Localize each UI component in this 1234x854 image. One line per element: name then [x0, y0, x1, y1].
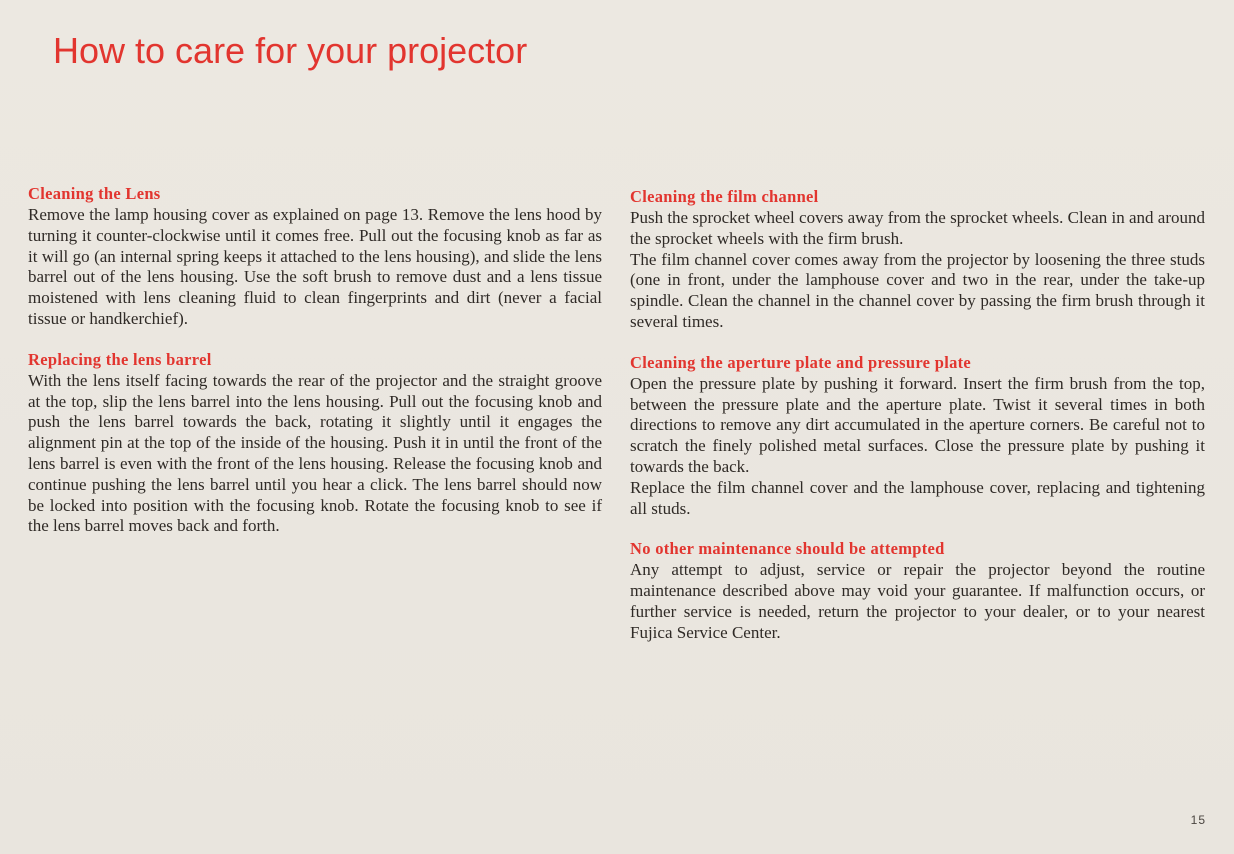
- section-cleaning-film-channel: [630, 186, 1205, 333]
- section-paragraph: Open the pressure plate by pushing it forward. Insert the firm brush from the top, between the pressure plate and the aperture plate. Twist it several times in both directions to remove any dirt accumulated in the aperture corners. Be careful not to scratch the finely polished metal surfaces. Close the pressure plate by pushing it towards the back.: [630, 373, 1205, 476]
- section-cleaning-lens: [28, 183, 602, 330]
- section-heading: Cleaning the film channel: [630, 187, 819, 206]
- section-heading: Cleaning the Lens: [28, 184, 161, 203]
- section-paragraph: With the lens itself facing towards the rear of the projector and the straight groove at the top, slip the lens barrel into the lens housing. Pull out the focusing knob and push the lens barrel towards the back, rotating it slightly until it engages the alignment pin at the top of the inside of the housing. Push it in until the front of the lens barrel is even with the front of the lens housing. Release the focusing knob and continue pushing the lens barrel until you hear a click. The lens barrel should now be locked into position with the focusing knob. Rotate the focusing knob to see if the lens barrel moves back and forth.: [28, 370, 602, 536]
- left-column: [28, 183, 602, 556]
- page-title: How to care for your projector: [53, 30, 528, 71]
- section-replacing-lens-barrel: [28, 349, 602, 537]
- right-column: [630, 186, 1205, 663]
- section-paragraph: Remove the lamp housing cover as explained on page 13. Remove the lens hood by turning it counter-clockwise until it comes free. Pull out the focusing knob as far as it will go (an internal spring keeps it attached to the lens housing), and slide the lens barrel out of the lens housing. Use the soft brush to remove dust and a lens tissue moistened with lens cleaning fluid to clean fingerprints and dirt (never a facial tissue or handkerchief).: [28, 205, 602, 328]
- section-paragraph: Replace the film channel cover and the lamphouse cover, replacing and tightening all studs.: [630, 477, 1205, 518]
- section-no-other-maintenance: [630, 538, 1205, 643]
- page-number: 15: [1190, 813, 1206, 827]
- section-cleaning-aperture-plate: [630, 352, 1205, 520]
- section-heading: No other maintenance should be attempted: [630, 539, 945, 559]
- section-heading: Cleaning the aperture plate and pressure plate: [630, 352, 972, 372]
- section-paragraph: The film channel cover comes away from the projector by loosening the three studs (one in front, under the lamphouse cover and two in the rear, under the take-up spindle. Clean the channel in the channel cover by passing the firm brush through it several times.: [630, 249, 1205, 331]
- section-paragraph: Push the sprocket wheel covers away from the sprocket wheels. Clean in and around the sprocket wheels with the firm brush.: [630, 208, 1205, 248]
- section-paragraph: Any attempt to adjust, service or repair the projector beyond the routine maintenance described above may void your guarantee. If malfunction occurs, or further service is needed, return the projector to your dealer, or to your nearest Fujica Service Center.: [630, 560, 1205, 642]
- section-heading: Replacing the lens barrel: [28, 349, 212, 369]
